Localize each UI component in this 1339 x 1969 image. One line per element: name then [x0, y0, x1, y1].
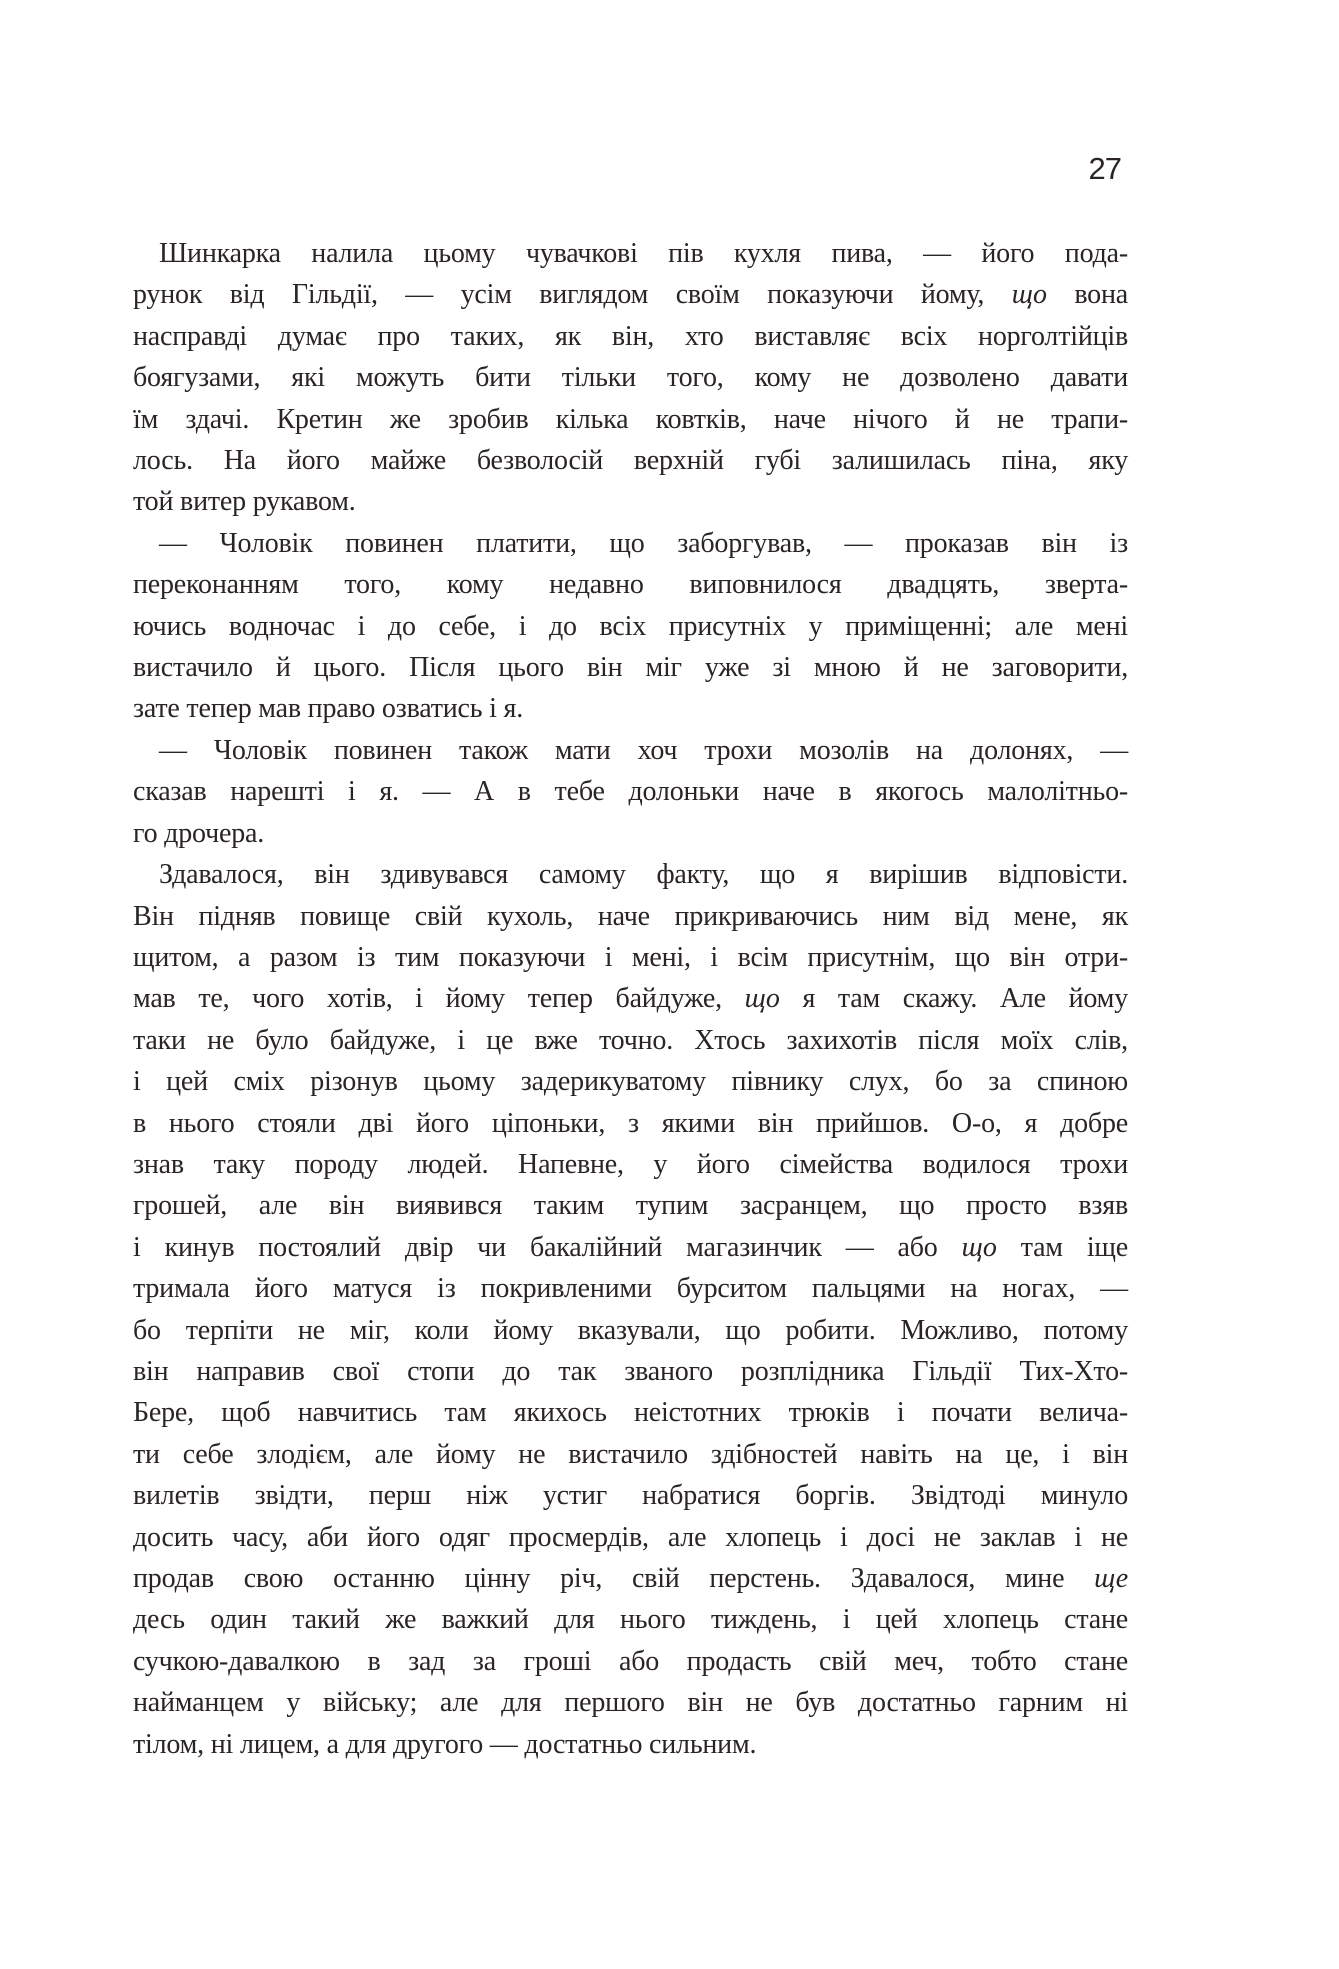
text-segment: Він підняв повище свій кухоль, наче прикриваючись ним від мене, як: [133, 900, 1128, 932]
text-segment: досить часу, аби його одяг просмердів, але хлопець і досі не заклав і не: [133, 1521, 1128, 1553]
text-line: [133, 1103, 1128, 1144]
text-line: [133, 1641, 1128, 1682]
text-segment: насправді думає про таких, як він, хто виставляє всіх норголтійців: [133, 320, 1128, 352]
text-segment: він направив свої стопи до так званого розплідника Гільдії Тих-Хто-: [133, 1355, 1128, 1387]
text-line: [133, 1724, 1128, 1765]
text-line: [133, 357, 1128, 398]
text-line: [133, 647, 1128, 688]
text-segment: найманцем у війську; але для першого він не був достатньо гарним ні: [133, 1687, 1128, 1719]
italic-word: що: [744, 983, 780, 1015]
text-segment: вона: [1046, 279, 1128, 311]
text-segment: щитом, а разом із тим показуючи і мені, і всім присутнім, що він отри-: [133, 941, 1128, 973]
text-segment: Шинкарка налила цьому чувачкові пів кухля пива, — його пода-: [159, 238, 1128, 269]
text-segment: грошей, але він виявився таким тупим засранцем, що просто взяв: [133, 1190, 1128, 1222]
text-segment: ючись водночас і до себе, і до всіх присутніх у приміщенні; але мені: [133, 610, 1128, 642]
text-segment: Бере, щоб навчитись там якихось неістотних трюків і почати велича-: [133, 1397, 1128, 1429]
text-segment: бо терпіти не міг, коли йому вказували, що робити. Можливо, потому: [133, 1314, 1128, 1346]
text-line: [133, 978, 1128, 1019]
text-segment: вилетів звідти, перш ніж устиг набратися боргів. Звідтоді минуло: [133, 1480, 1128, 1512]
text-line: [133, 606, 1128, 647]
text-segment: знав таку породу людей. Напевне, у його сімейства водилося трохи: [133, 1148, 1128, 1180]
text-line: [133, 1268, 1128, 1309]
paragraph: [133, 730, 1128, 854]
text-segment: го дрочера.: [133, 817, 265, 849]
text-segment: ти себе злодієм, але йому не вистачило здібностей навіть на це, і він: [133, 1438, 1128, 1470]
text-segment: сучкою-давалкою в зад за гроші або продасть свій меч, тобто стане: [133, 1645, 1128, 1677]
text-line: [133, 1144, 1128, 1185]
text-line: [133, 1682, 1128, 1723]
text-segment: продав свою останню цінну річ, свій перстень. Здавалося, мине: [133, 1563, 1095, 1594]
paragraph: [133, 233, 1128, 523]
text-segment: боягузами, які можуть бити тільки того, кому не дозволено давати: [133, 362, 1128, 394]
text-line: [133, 730, 1128, 771]
paragraph: [133, 854, 1128, 1765]
text-line: [133, 1310, 1128, 1351]
paragraph: [133, 523, 1128, 730]
text-segment: — Чоловік повинен платити, що заборгував, — проказав він із: [159, 527, 1128, 559]
page-number: 27: [1088, 151, 1121, 186]
text-segment: там іще: [996, 1231, 1128, 1263]
text-segment: тримала його матуся із покривленими бурситом пальцями на ногах, —: [133, 1273, 1128, 1305]
text-line: [133, 813, 1128, 854]
text-segment: тілом, ні лицем, а для другого — достатньо сильним.: [133, 1728, 757, 1760]
text-segment: десь один такий же важкий для нього тиждень, і цей хлопець стане: [133, 1604, 1128, 1636]
text-line: [133, 523, 1128, 564]
text-segment: — Чоловік повинен також мати хоч трохи мозолів на долонях, —: [159, 734, 1128, 766]
text-segment: і цей сміх різонув цьому задерикуватому півнику слух, бо за спиною: [133, 1066, 1128, 1098]
text-line: [133, 1061, 1128, 1102]
text-line: [133, 1475, 1128, 1516]
text-line: [133, 854, 1128, 895]
text-line: [133, 440, 1128, 481]
text-line: [133, 233, 1128, 274]
text-segment: Здавалося, він здивувався самому факту, що я вирішив відповісти.: [159, 859, 1128, 891]
text-line: [133, 1558, 1128, 1599]
italic-word: що: [1011, 279, 1047, 311]
text-line: [133, 896, 1128, 937]
text-line: [133, 274, 1128, 315]
text-line: [133, 771, 1128, 812]
text-segment: лось. На його майже безволосій верхній губі залишилась піна, яку: [133, 445, 1128, 477]
text-segment: сказав нарешті і я. — А в тебе долоньки наче в якогось малолітньо-: [133, 776, 1128, 808]
text-segment: в нього стояли дві його ціпоньки, з якими він прийшов. О-о, я добре: [133, 1107, 1128, 1139]
text-segment: зате тепер мав право озватись і я.: [133, 693, 524, 725]
text-line: [133, 481, 1128, 522]
text-segment: я там скажу. Але йому: [779, 983, 1129, 1015]
italic-word: ще: [1094, 1563, 1128, 1594]
text-block: [133, 233, 1128, 1765]
text-segment: таки не було байдуже, і це вже точно. Хтось захихотів після моїх слів,: [133, 1024, 1128, 1056]
text-line: [133, 1227, 1128, 1268]
italic-word: що: [961, 1231, 997, 1263]
text-line: [133, 1434, 1128, 1475]
text-line: [133, 937, 1128, 978]
text-line: [133, 316, 1128, 357]
text-line: [133, 1020, 1128, 1061]
text-segment: рунок від Гільдії, — усім виглядом своїм показуючи йому,: [133, 279, 1012, 311]
text-line: [133, 688, 1128, 729]
text-line: [133, 1599, 1128, 1640]
text-segment: мав те, чого хотів, і йому тепер байдуже,: [133, 983, 745, 1015]
text-segment: їм здачі. Кретин же зробив кілька ковтків, наче нічого й не трапи-: [133, 403, 1128, 435]
text-segment: той витер рукавом.: [133, 486, 356, 518]
text-line: [133, 1392, 1128, 1433]
text-segment: переконанням того, кому недавно виповнилося двадцять, зверта-: [133, 569, 1128, 601]
text-line: [133, 564, 1128, 605]
text-segment: і кинув постоялий двір чи бакалійний магазинчик — або: [133, 1231, 962, 1263]
text-line: [133, 1351, 1128, 1392]
text-line: [133, 1185, 1128, 1226]
text-segment: вистачило й цього. Після цього він міг уже зі мною й не заговорити,: [133, 652, 1128, 684]
text-line: [133, 1517, 1128, 1558]
text-line: [133, 399, 1128, 440]
